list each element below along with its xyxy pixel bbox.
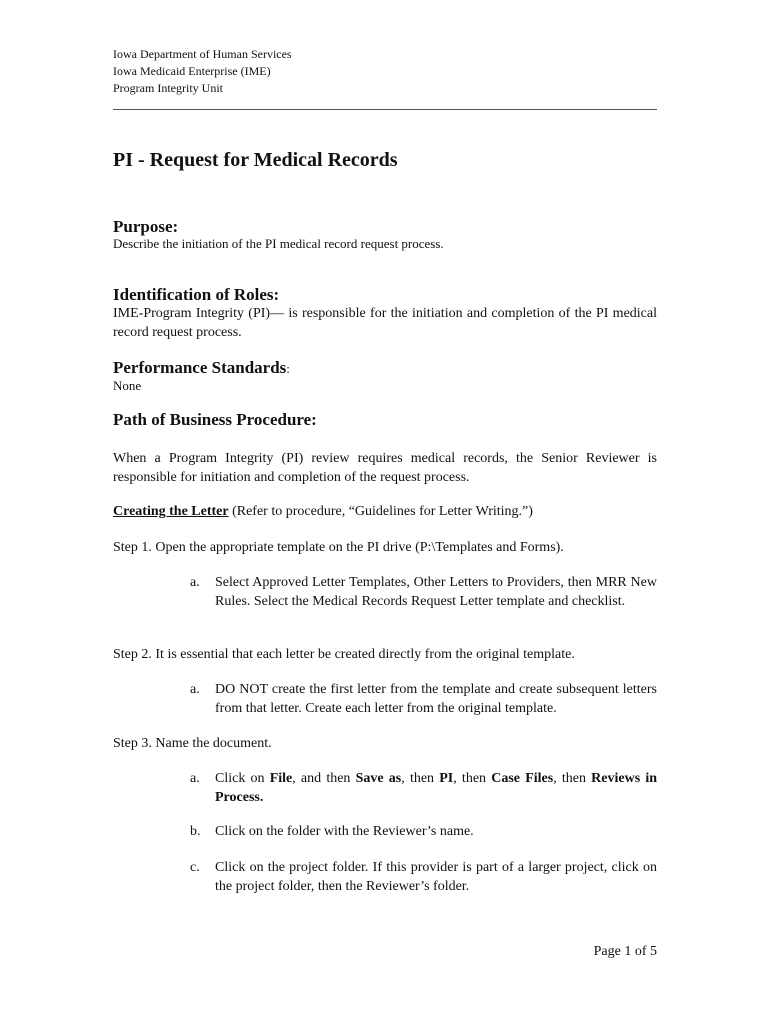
step3-item-b-text: Click on the folder with the Reviewer’s name. xyxy=(215,824,474,839)
roles-heading: Identification of Roles: xyxy=(113,285,280,304)
step3-item-b-marker: b. xyxy=(190,824,201,839)
step3-item-b xyxy=(190,822,657,841)
roles-text: IME-Program Integrity (PI)— is responsible for the initiation and completion of the PI medical record request process. xyxy=(113,306,657,340)
step3-item-a-marker: a. xyxy=(190,771,200,786)
header-divider xyxy=(113,109,657,110)
performance-text: None xyxy=(113,378,142,393)
creating-letter-line xyxy=(113,502,533,521)
step3-text: Step 3. Name the document. xyxy=(113,736,272,751)
performance-heading: Performance Standards: xyxy=(113,358,290,377)
header-enterprise: Iowa Medicaid Enterprise (IME) xyxy=(113,64,271,78)
step1-item-a-text: Select Approved Letter Templates, Other Letters to Providers, then MRR New Rules. Select the Medical Records Request Letter template and checklist. xyxy=(215,575,657,609)
page-number: Page 1 of 5 xyxy=(593,944,657,959)
step1-item-a-marker: a. xyxy=(190,575,200,590)
purpose-heading: Purpose: xyxy=(113,217,179,236)
path-heading: Path of Business Procedure: xyxy=(113,410,317,429)
purpose-text: Describe the initiation of the PI medical record request process. xyxy=(113,236,444,251)
creating-letter-reference: (Refer to procedure, “Guidelines for Letter Writing.”) xyxy=(228,504,533,519)
step2-text: Step 2. It is essential that each letter be created directly from the original template. xyxy=(113,647,575,662)
path-intro: When a Program Integrity (PI) review requires medical records, the Senior Reviewer is responsible for initiation and completion of the request process. xyxy=(113,451,657,485)
header-agency: Iowa Department of Human Services xyxy=(113,47,292,61)
creating-letter-label: Creating the Letter xyxy=(113,504,229,519)
page-title: PI - Request for Medical Records xyxy=(113,149,398,171)
step3-item-a-text: Click on File, and then Save as, then PI, then Case Files, then Reviews in Process. xyxy=(215,771,658,805)
step2-item-a-marker: a. xyxy=(190,682,200,697)
step3-item-c-text: Click on the project folder. If this provider is part of a larger project, click on the project folder, then the Reviewer’s folder. xyxy=(215,860,657,894)
step3-item-c xyxy=(190,858,657,896)
step1-text: Step 1. Open the appropriate template on the PI drive (P:\Templates and Forms). xyxy=(113,540,564,555)
step1-item-a xyxy=(190,573,657,611)
step3-item-c-marker: c. xyxy=(190,860,200,875)
performance-heading-colon: : xyxy=(286,361,290,376)
step2-item-a xyxy=(190,680,657,718)
step3-item-a xyxy=(190,769,657,807)
header-unit: Program Integrity Unit xyxy=(113,81,223,95)
step2-item-a-text: DO NOT create the first letter from the template and create subsequent letters from that letter. Create each letter from the original template. xyxy=(215,682,657,716)
